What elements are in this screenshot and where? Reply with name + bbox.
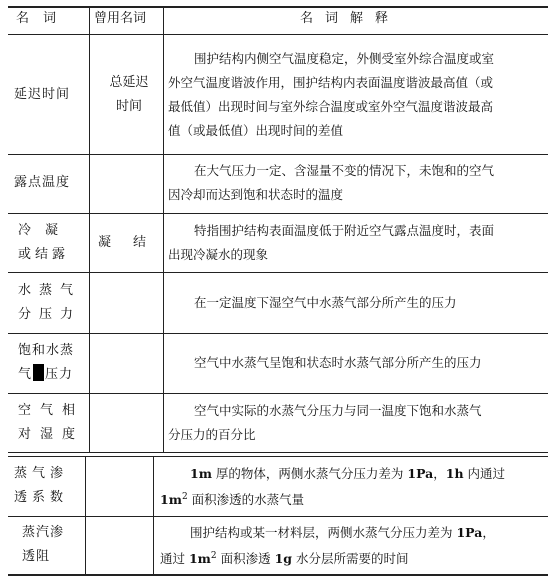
desc-fragment: 1Pa bbox=[456, 525, 483, 540]
desc-line bbox=[160, 487, 304, 511]
desc-fragment: 围护结构或某一材料层，两侧水蒸气分压力差为 bbox=[190, 525, 457, 540]
term-cell bbox=[18, 364, 73, 386]
row-rule bbox=[8, 516, 548, 517]
term-cell: 透阻 bbox=[22, 549, 51, 564]
term-fragment: 气 bbox=[18, 367, 33, 382]
desc-line: 分压力的百分比 bbox=[168, 427, 256, 442]
desc-fragment: 1h bbox=[445, 466, 464, 481]
desc-fragment: 内通过 bbox=[463, 466, 506, 481]
col-rule bbox=[163, 6, 164, 453]
desc-fragment: 1m bbox=[188, 551, 211, 567]
desc-fragment: 1g bbox=[274, 551, 293, 567]
term-cell: 延迟时间 bbox=[14, 87, 71, 102]
term-cell: 冷凝 bbox=[18, 223, 73, 238]
term-cell: 空气相 bbox=[18, 403, 85, 418]
desc-line: 空气中实际的水蒸气分压力与同一温度下饱和水蒸气 bbox=[194, 403, 482, 418]
term-cell: 蒸气渗 bbox=[14, 466, 69, 481]
table-bottom-rule bbox=[8, 574, 548, 576]
desc-fragment: 通过 bbox=[160, 551, 189, 567]
desc-line: 围护结构内侧空气温度稳定，外侧受室外综合温度或室 bbox=[194, 51, 495, 66]
desc-line: 特指围护结构表面温度低于附近空气露点温度时，表面 bbox=[194, 223, 495, 238]
term-cell: 水蒸气 bbox=[18, 283, 82, 298]
term-fragment: 压力 bbox=[45, 367, 74, 382]
desc-fragment: 水分层所需要的时间 bbox=[292, 551, 409, 567]
desc-fragment: 2 bbox=[181, 492, 188, 502]
desc-fragment: 1m bbox=[160, 492, 182, 508]
term-cell: 饱和水蒸 bbox=[18, 343, 75, 358]
redaction-mark bbox=[33, 364, 44, 381]
term-cell: 分压力 bbox=[18, 307, 82, 322]
desc-fragment: 2 bbox=[210, 551, 217, 561]
desc-line bbox=[160, 546, 409, 570]
desc-fragment: ， bbox=[433, 466, 446, 481]
desc-line: 出现冷凝水的现象 bbox=[168, 247, 269, 262]
desc-line: 因冷却而达到饱和状态时的温度 bbox=[168, 187, 344, 202]
desc-line: 最低值）出现时间与室外综合温度或室外空气温度谐波最高 bbox=[168, 99, 494, 114]
desc-fragment: ， bbox=[482, 525, 495, 540]
term-cell: 透系数 bbox=[14, 490, 69, 505]
desc-line bbox=[190, 463, 505, 485]
desc-line: 空气中水蒸气呈饱和状态时水蒸气部分所产生的压力 bbox=[194, 355, 482, 370]
term-cell: 对湿度 bbox=[18, 427, 85, 442]
term-cell: 或结露 bbox=[18, 247, 70, 262]
col-rule bbox=[153, 456, 154, 575]
desc-fragment: 面积渗透的水蒸气量 bbox=[187, 492, 305, 508]
header-explanation: 名词解释 bbox=[300, 11, 401, 26]
header-alias: 曾用名词 bbox=[94, 11, 147, 26]
row-rule bbox=[8, 456, 548, 457]
desc-fragment: 面积渗透 bbox=[216, 551, 275, 567]
term-cell: 蒸汽渗 bbox=[22, 525, 65, 540]
desc-line bbox=[190, 522, 495, 544]
alias-cell: 时间 bbox=[115, 99, 142, 114]
desc-line: 在一定温度下湿空气中水蒸气部分所产生的压力 bbox=[194, 295, 457, 310]
header-term: 名词 bbox=[16, 11, 71, 26]
desc-line: 值（或最低值）出现时间的差值 bbox=[168, 123, 344, 138]
desc-fragment: 1Pa bbox=[407, 466, 434, 481]
alias-cell: 总延迟 bbox=[109, 75, 149, 90]
term-cell: 露点温度 bbox=[14, 175, 71, 190]
desc-line: 外空气温度谐波作用，围护结构内表面温度谐波最高值（或 bbox=[168, 75, 494, 90]
alias-cell: 凝结 bbox=[98, 235, 169, 250]
desc-fragment: 厚的物体，两侧水蒸气分压力差为 bbox=[211, 466, 408, 481]
col-rule bbox=[89, 6, 90, 453]
col-rule bbox=[85, 456, 86, 575]
desc-fragment: 1m bbox=[190, 466, 212, 481]
desc-line: 在大气压力一定、含湿量不变的情况下，未饱和的空气 bbox=[194, 163, 495, 178]
